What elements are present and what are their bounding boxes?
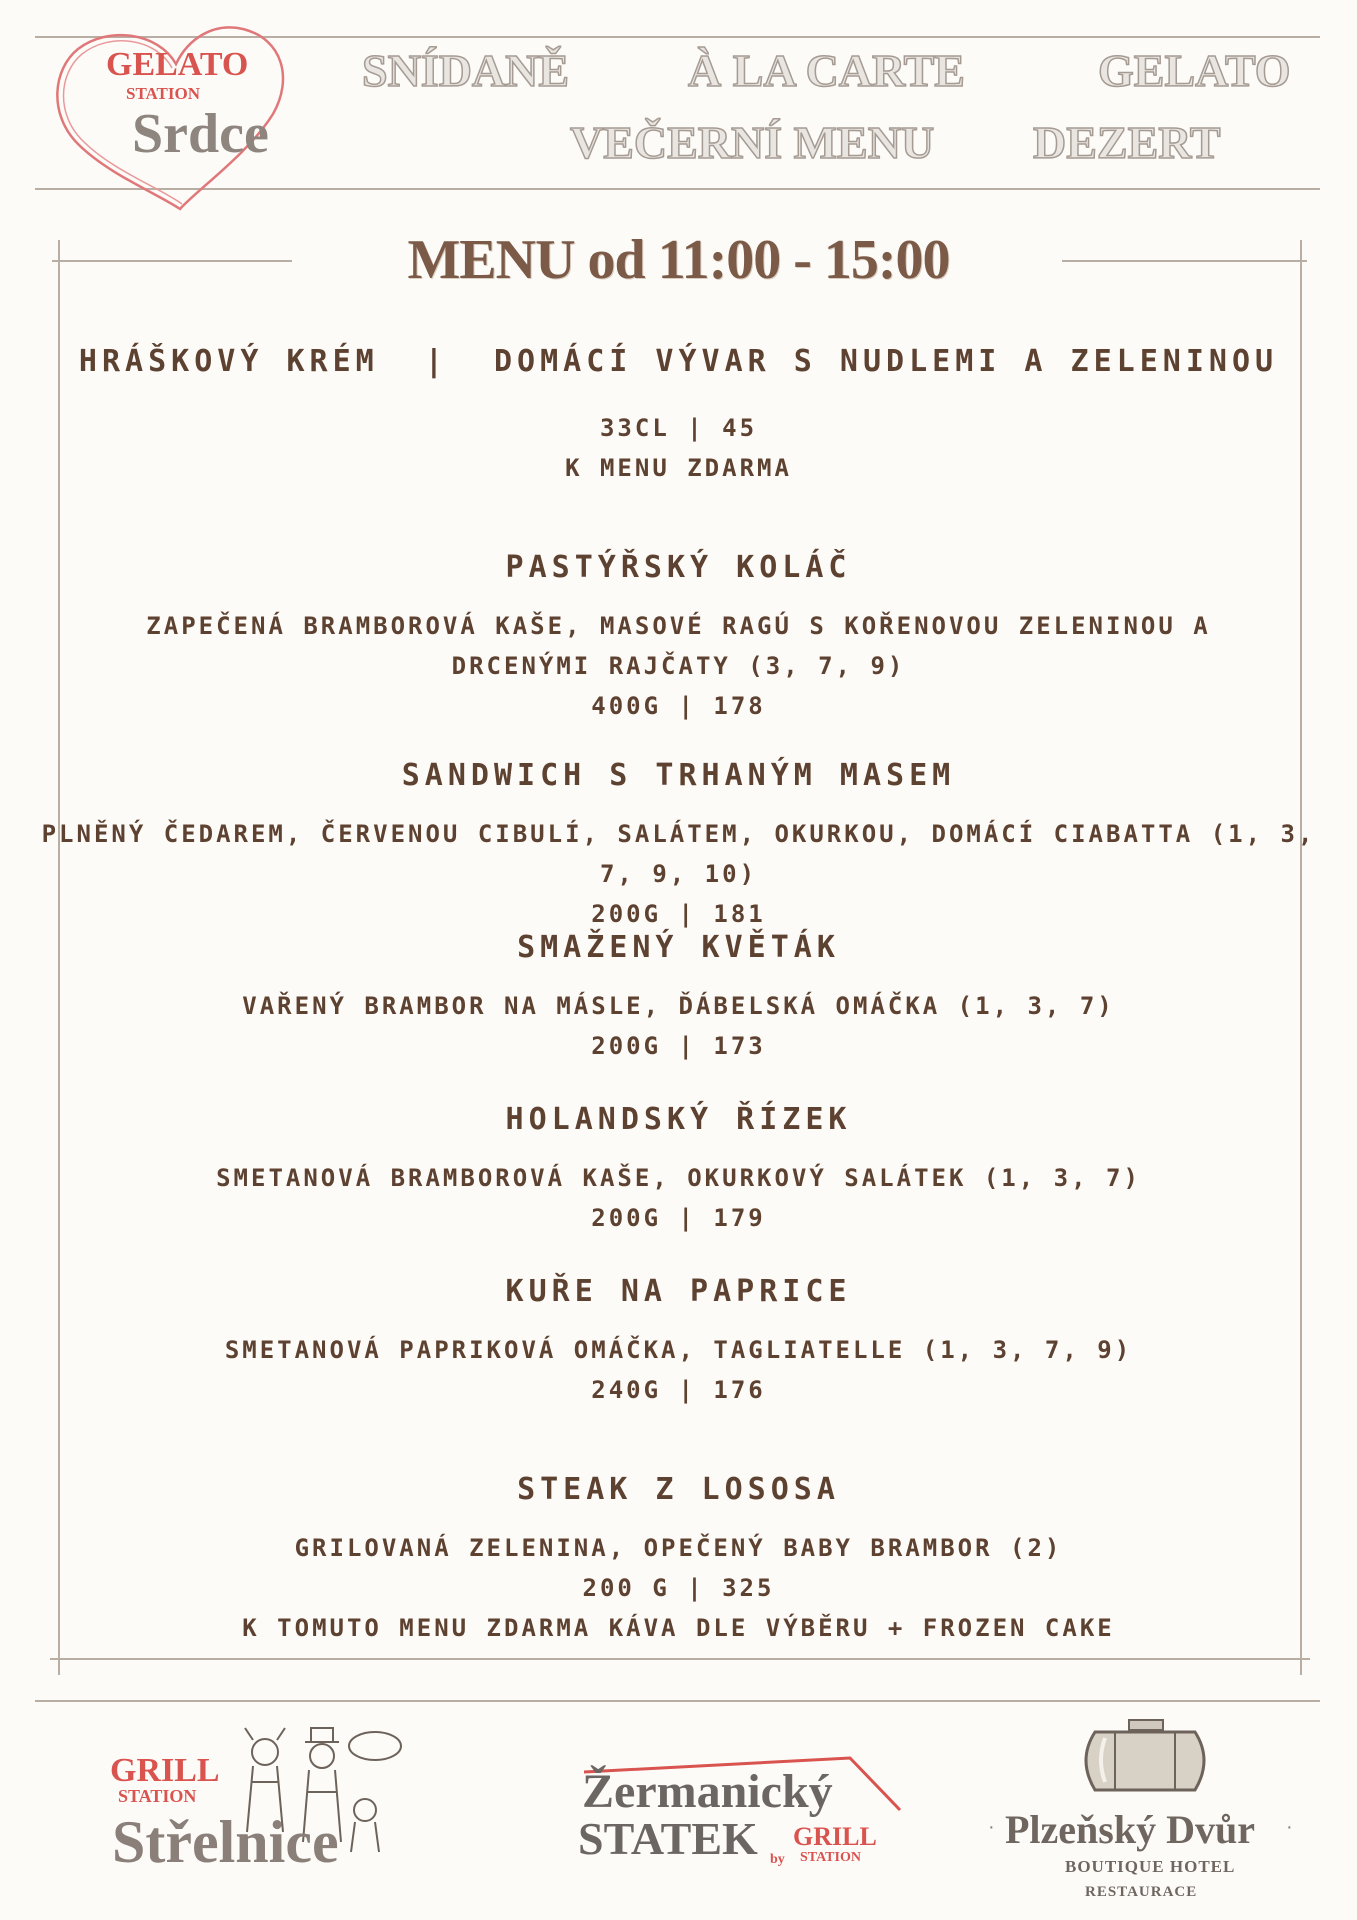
dish-name: SANDWICH S TRHANÝM MASEM (401, 758, 956, 793)
dish-name: KUŘE NA PAPRICE (505, 1274, 852, 1309)
soup-section (40, 342, 1317, 488)
logo-gelato-text: GELATO (106, 46, 249, 83)
dish-price: 200G | 179 (591, 1204, 766, 1232)
dish-name: HOLANDSKÝ ŘÍZEK (505, 1102, 852, 1137)
dish-sandwich (40, 756, 1317, 934)
dish-holandsky-rizek (40, 1100, 1317, 1238)
dish-line: ZAPEČENÁ BRAMBOROVÁ KAŠE, MASOVÉ RAGÚ S KOŘENOVOU ZELENINOU A (146, 612, 1211, 640)
dish-name: PASTÝŘSKÝ KOLÁČ (505, 550, 852, 585)
dish-name: STEAK Z LOSOSA (517, 1472, 840, 1507)
statek-statek-text: STATEK (578, 1813, 758, 1864)
strelnice-station-text: STATION (118, 1786, 197, 1806)
strelnice-name-text: Střelnice (112, 1809, 339, 1875)
dish-kure-na-paprice (40, 1272, 1317, 1410)
logo-srdce-text: Srdce (132, 103, 269, 165)
nav-snidane[interactable]: SNÍDANĚ (362, 45, 570, 96)
plzensky-boutique-text: BOUTIQUE HOTEL (1065, 1857, 1236, 1876)
dish-line: SMETANOVÁ BRAMBOROVÁ KAŠE, OKURKOVÝ SALÁTEK (1, 3, 7) (216, 1164, 1141, 1192)
strelnice-grill-text: GRILL (110, 1752, 220, 1789)
dish-line: PLNĚNÝ ČEDAREM, ČERVENOU CIBULÍ, SALÁTEM, OKURKOU, DOMÁCÍ CIABATTA (1, 3, 7, 9, 10) (41, 820, 1316, 888)
statek-station-text: STATION (800, 1850, 861, 1865)
menu-title: MENU od 11:00 - 15:00 (407, 229, 950, 291)
dish-price: 240G | 176 (591, 1376, 766, 1404)
soup-line: 33CL | 45 (599, 414, 758, 442)
dot-icon: · (988, 1816, 995, 1838)
soup-name: HRÁŠKOVÝ KRÉM | DOMÁCÍ VÝVAR S NUDLEMI A ZELENINOU (78, 344, 1279, 379)
barrel-icon (1075, 1718, 1215, 1802)
statek-grill-text: GRILL (793, 1822, 877, 1851)
statek-zermanicky-text: Žermanický (582, 1765, 833, 1818)
dish-price: 400G | 178 (591, 692, 766, 720)
dish-price: 200G | 181 (591, 900, 766, 928)
dish-line: DRCENÝMI RAJČATY (3, 7, 9) (451, 652, 906, 680)
dish-line: SMETANOVÁ PAPRIKOVÁ OMÁČKA, TAGLIATELLE (1, 3, 7, 9) (224, 1336, 1133, 1364)
dish-name: SMAŽENÝ KVĚTÁK (517, 930, 840, 965)
dish-pastyrsky-kolac (40, 548, 1317, 726)
footer-top-rule (35, 1700, 1320, 1702)
plzensky-name-text: Plzeňský Dvůr (1005, 1807, 1255, 1852)
frame-bottom-rule (50, 1658, 1310, 1660)
dish-smazeny-kvetak (40, 928, 1317, 1066)
logo-station-text: STATION (126, 84, 201, 103)
dish-line: GRILOVANÁ ZELENINA, OPEČENÝ BABY BRAMBOR (2) (294, 1534, 1063, 1562)
dish-steak-z-lososa (40, 1470, 1317, 1648)
dish-price: 200 G | 325 (582, 1574, 775, 1602)
dish-note: K TOMUTO MENU ZDARMA KÁVA DLE VÝBĚRU + FROZEN CAKE (242, 1614, 1115, 1642)
plzensky-restaurace-text: RESTAURACE (1085, 1884, 1198, 1900)
dot-icon: · (1286, 1816, 1293, 1838)
nav-a-la-carte[interactable]: À LA CARTE (688, 45, 965, 96)
gelato-station-srdce-logo[interactable] (48, 24, 308, 214)
nav-dezert[interactable]: DEZERT (1033, 117, 1221, 168)
dish-price: 200G | 173 (591, 1032, 766, 1060)
soup-line: K MENU ZDARMA (565, 454, 792, 482)
dish-line: VAŘENÝ BRAMBOR NA MÁSLE, ĎÁBELSKÁ OMÁČKA (1, 3, 7) (242, 992, 1115, 1020)
statek-by-text: by (770, 1852, 785, 1867)
nav-gelato[interactable]: GELATO (1098, 45, 1291, 96)
nav-vecerni-menu[interactable]: VEČERNÍ MENU (570, 117, 935, 168)
